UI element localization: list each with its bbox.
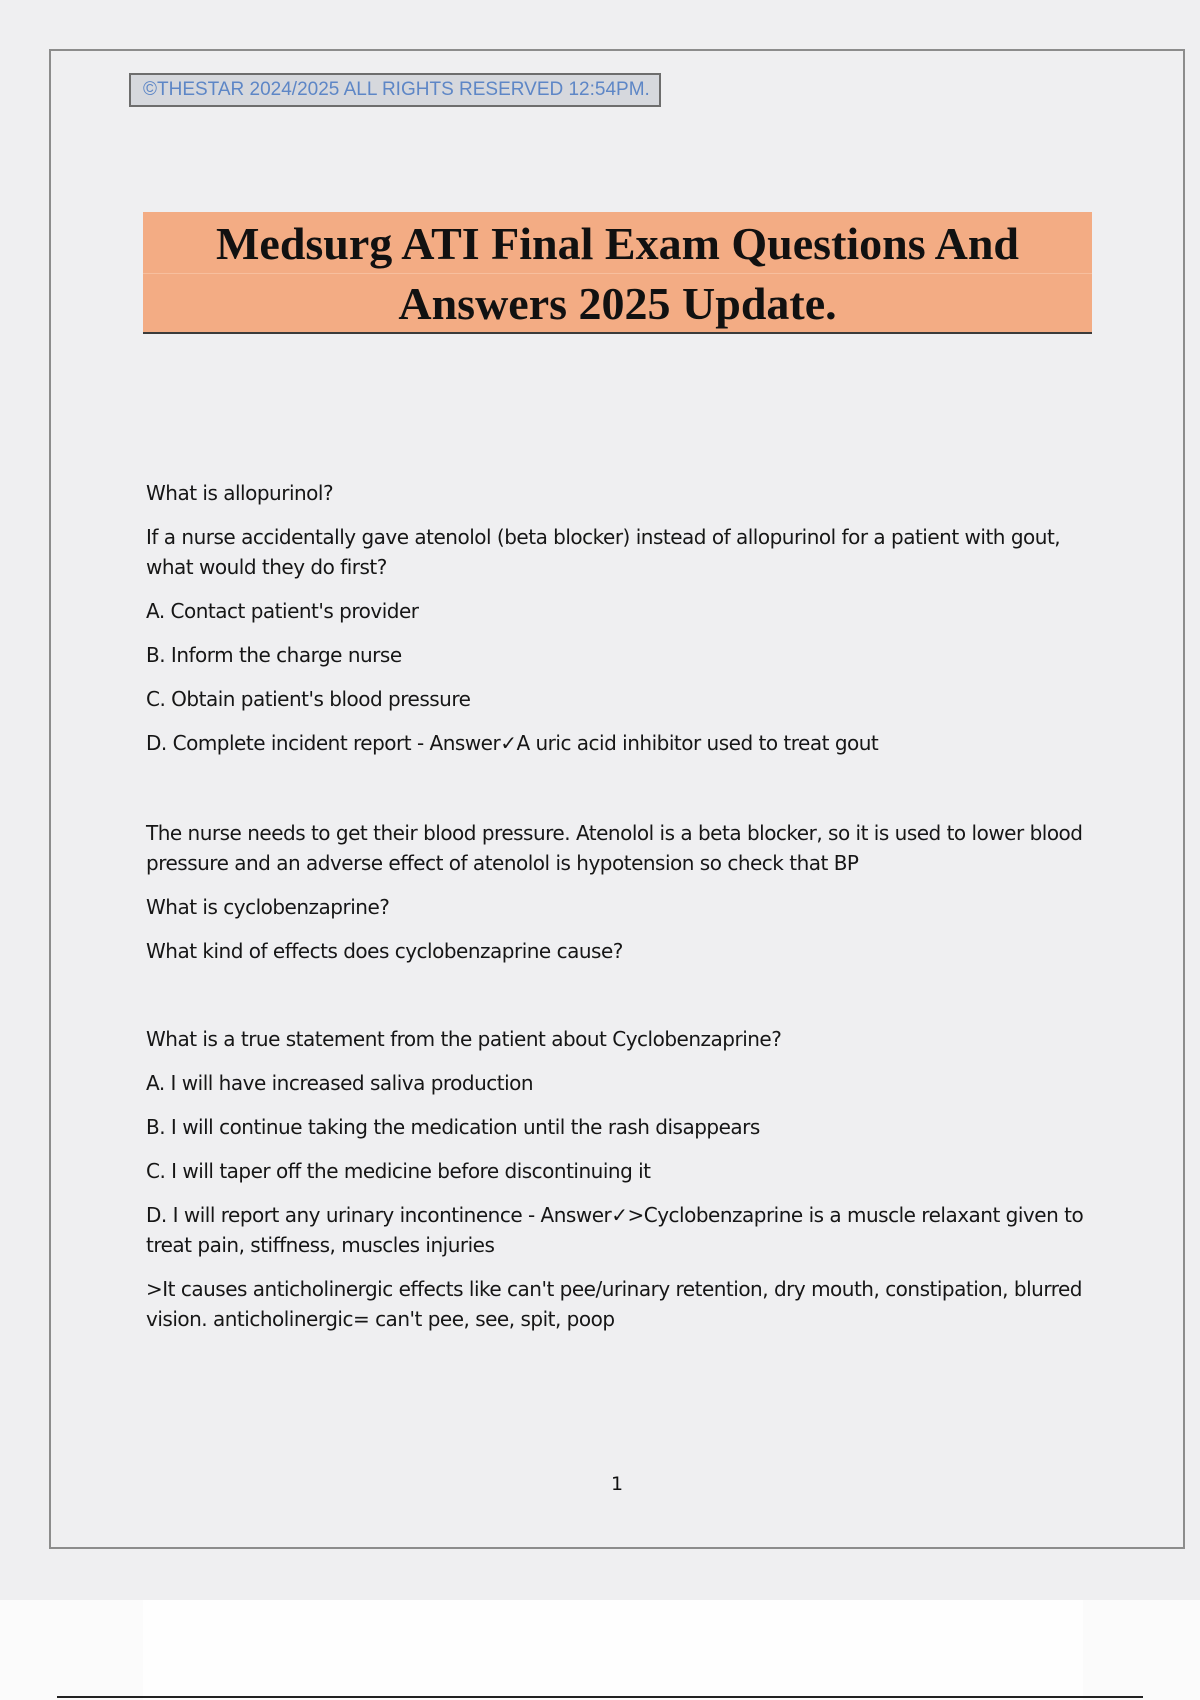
q3-option-a: A. I will have increased saliva production bbox=[146, 1071, 534, 1095]
q1-explanation: The nurse needs to get their blood pressure. Atenolol is a beta blocker, so it is used to lower blood pressure and an adverse effect of atenolol is hypotension so check that BP bbox=[146, 821, 1083, 875]
next-page-inner bbox=[143, 1600, 1083, 1700]
bottom-divider bbox=[57, 1696, 1143, 1698]
q3-question: What is a true statement from the patient about Cyclobenzaprine? bbox=[146, 1027, 782, 1051]
document-body bbox=[146, 478, 1096, 1348]
q3-option-b: B. I will continue taking the medication until the rash disappears bbox=[146, 1115, 760, 1139]
copyright-watermark: ©THESTAR 2024/2025 ALL RIGHTS RESERVED 12:54PM. bbox=[129, 73, 661, 107]
title-line-1: Medsurg ATI Final Exam Questions And bbox=[143, 214, 1092, 274]
q1-option-a: A. Contact patient's provider bbox=[146, 599, 419, 623]
page-number: 1 bbox=[610, 1473, 624, 1495]
q2-prompt: What is cyclobenzaprine? bbox=[146, 895, 390, 919]
title-line-2: Answers 2025 Update. bbox=[398, 278, 837, 329]
document-title bbox=[143, 212, 1092, 334]
spacer bbox=[146, 980, 1096, 1024]
q1-option-b: B. Inform the charge nurse bbox=[146, 643, 402, 667]
q1-option-d: D. Complete incident report - Answer✓A uric acid inhibitor used to treat gout bbox=[146, 731, 879, 755]
q1-question: If a nurse accidentally gave atenolol (beta blocker) instead of allopurinol for a patient with gout, what would they do first? bbox=[146, 525, 1061, 579]
q1-prompt: What is allopurinol? bbox=[146, 481, 334, 505]
q3-explanation: >It causes anticholinergic effects like can't pee/urinary retention, dry mouth, constipation, blurred vision. anticholinergic= can't pee, see, spit, poop bbox=[146, 1277, 1082, 1331]
q1-option-c: C. Obtain patient's blood pressure bbox=[146, 687, 471, 711]
q3-option-d: D. I will report any urinary incontinence - Answer✓>Cyclobenzaprine is a muscle relaxant given to treat pain, stiffness, muscles injuries bbox=[146, 1203, 1084, 1257]
spacer bbox=[146, 772, 1096, 818]
q3-option-c: C. I will taper off the medicine before discontinuing it bbox=[146, 1159, 651, 1183]
q2-question: What kind of effects does cyclobenzaprine cause? bbox=[146, 939, 623, 963]
